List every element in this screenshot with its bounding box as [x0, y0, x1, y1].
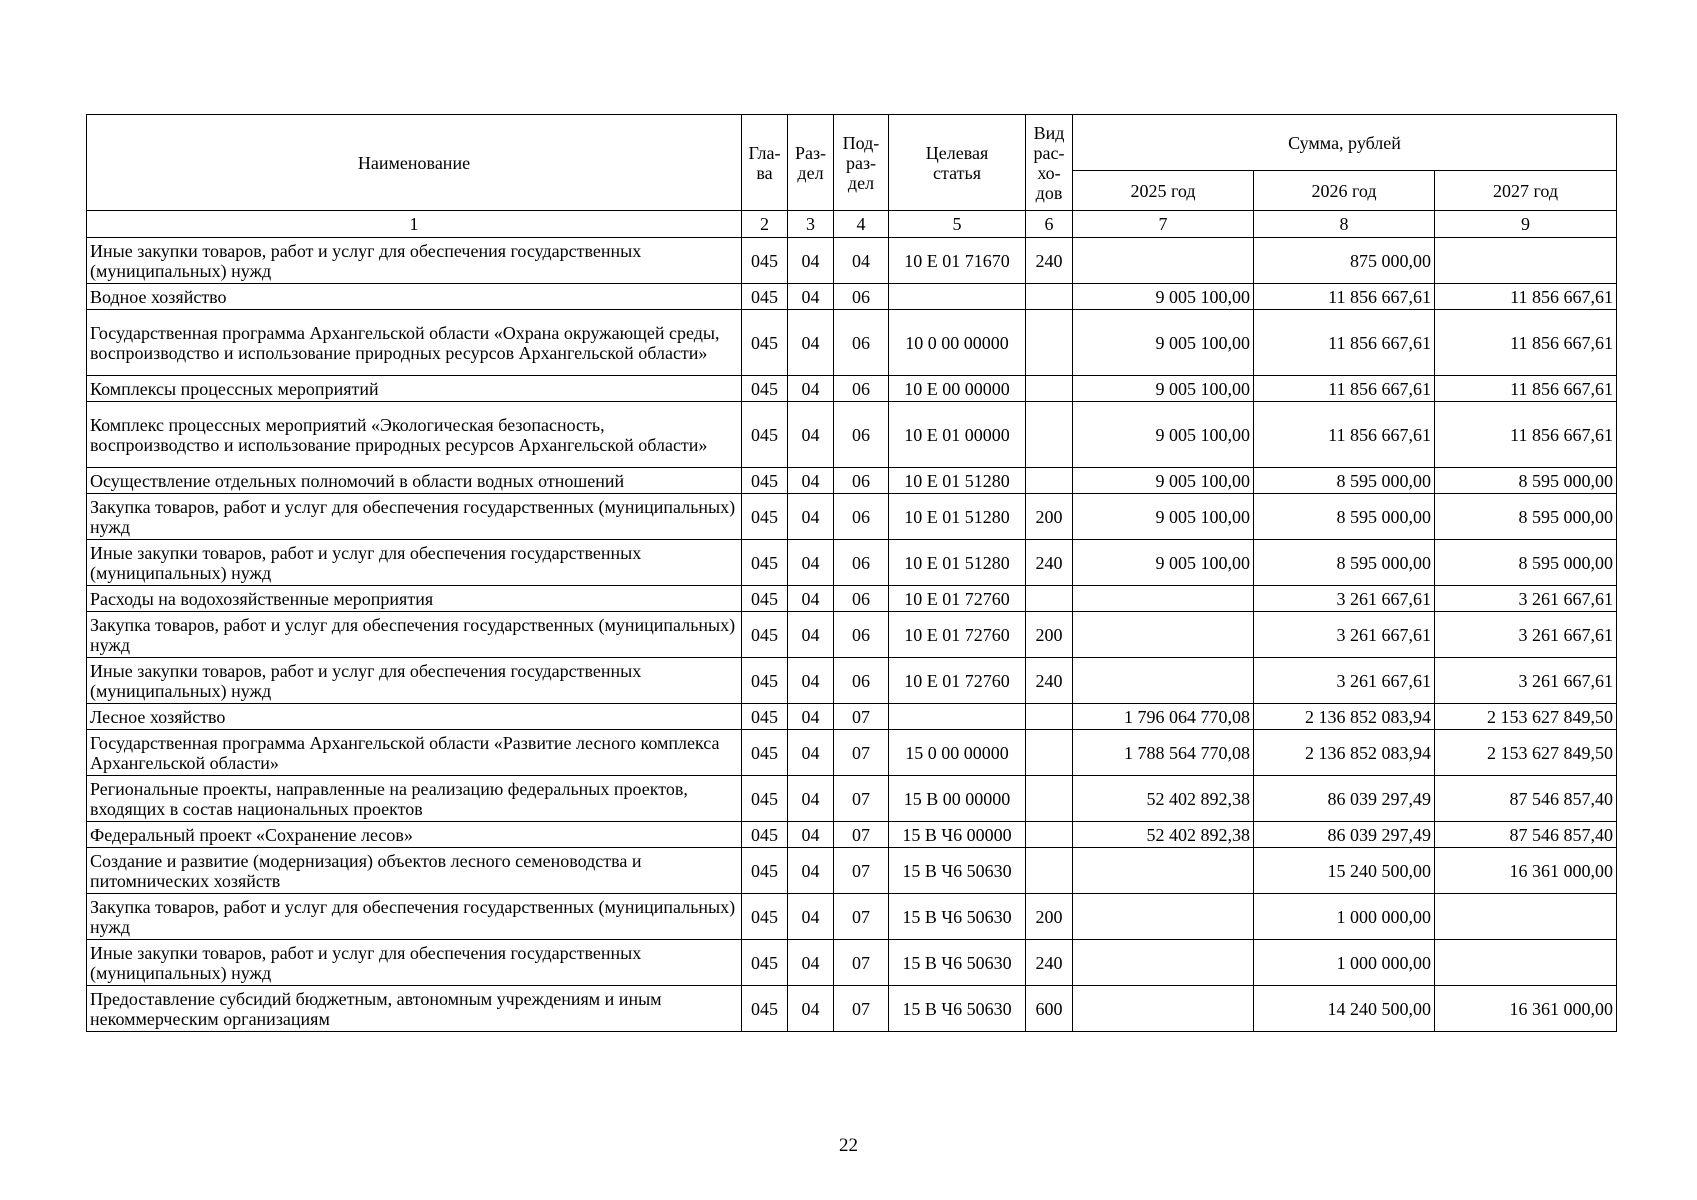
row-razdel: 04	[788, 494, 834, 540]
row-glava: 045	[742, 986, 788, 1032]
row-podrazdel: 07	[834, 848, 889, 894]
row-amount-2026: 1 000 000,00	[1254, 894, 1435, 940]
row-amount-2025: 52 402 892,38	[1073, 776, 1254, 822]
row-podrazdel: 06	[834, 310, 889, 376]
table-body	[87, 211, 1617, 1032]
row-glava: 045	[742, 658, 788, 704]
row-podrazdel: 07	[834, 940, 889, 986]
row-vid-rashodov	[1026, 822, 1073, 848]
row-amount-2026: 8 595 000,00	[1254, 494, 1435, 540]
header-year-2026: 2026 год	[1254, 171, 1435, 211]
row-vid-rashodov: 240	[1026, 658, 1073, 704]
table-row	[87, 310, 1617, 376]
row-amount-2025	[1073, 658, 1254, 704]
row-amount-2025	[1073, 586, 1254, 612]
row-vid-rashodov: 240	[1026, 540, 1073, 586]
row-podrazdel: 06	[834, 612, 889, 658]
row-vid-rashodov	[1026, 704, 1073, 730]
row-glava: 045	[742, 310, 788, 376]
row-name: Осуществление отдельных полномочий в области водных отношений	[87, 468, 742, 494]
column-number: 6	[1026, 211, 1073, 238]
header-year-2025: 2025 год	[1073, 171, 1254, 211]
row-glava: 045	[742, 894, 788, 940]
column-number: 3	[788, 211, 834, 238]
row-vid-rashodov	[1026, 284, 1073, 310]
row-amount-2025: 9 005 100,00	[1073, 494, 1254, 540]
row-amount-2025	[1073, 986, 1254, 1032]
row-celevaya-statya: 15 В 00 00000	[889, 776, 1026, 822]
row-celevaya-statya: 10 Е 01 51280	[889, 468, 1026, 494]
row-amount-2026: 14 240 500,00	[1254, 986, 1435, 1032]
row-name: Расходы на водохозяйственные мероприятия	[87, 586, 742, 612]
row-name: Иные закупки товаров, работ и услуг для обеспечения государственных (муниципальных) нужд	[87, 658, 742, 704]
row-razdel: 04	[788, 704, 834, 730]
row-vid-rashodov	[1026, 848, 1073, 894]
row-amount-2027: 3 261 667,61	[1435, 612, 1617, 658]
header-razdel: Раз- дел	[788, 115, 834, 211]
row-amount-2026: 86 039 297,49	[1254, 776, 1435, 822]
row-name: Комплексы процессных мероприятий	[87, 376, 742, 402]
row-razdel: 04	[788, 310, 834, 376]
row-glava: 045	[742, 540, 788, 586]
header-celevaya-statya: Целевая статья	[889, 115, 1026, 211]
row-glava: 045	[742, 284, 788, 310]
row-amount-2025: 9 005 100,00	[1073, 284, 1254, 310]
row-podrazdel: 07	[834, 822, 889, 848]
row-glava: 045	[742, 468, 788, 494]
header-year-2027: 2027 год	[1435, 171, 1617, 211]
header-glava: Гла- ва	[742, 115, 788, 211]
row-celevaya-statya: 15 В Ч6 50630	[889, 940, 1026, 986]
table-row	[87, 612, 1617, 658]
row-name: Государственная программа Архангельской области «Охрана окружающей среды, воспроизводство и использование природных ресурсов Архангельской области»	[87, 310, 742, 376]
row-amount-2026: 11 856 667,61	[1254, 284, 1435, 310]
row-amount-2027: 87 546 857,40	[1435, 776, 1617, 822]
row-amount-2026: 8 595 000,00	[1254, 468, 1435, 494]
row-podrazdel: 06	[834, 402, 889, 468]
row-amount-2026: 2 136 852 083,94	[1254, 730, 1435, 776]
row-amount-2026: 11 856 667,61	[1254, 402, 1435, 468]
row-vid-rashodov	[1026, 310, 1073, 376]
row-vid-rashodov	[1026, 730, 1073, 776]
table-row	[87, 658, 1617, 704]
header-name: Наименование	[87, 115, 742, 211]
row-celevaya-statya: 10 Е 01 72760	[889, 612, 1026, 658]
row-name: Закупка товаров, работ и услуг для обеспечения государственных (муниципальных) нужд	[87, 894, 742, 940]
row-celevaya-statya: 10 Е 01 51280	[889, 494, 1026, 540]
column-number: 4	[834, 211, 889, 238]
row-podrazdel: 06	[834, 540, 889, 586]
row-glava: 045	[742, 940, 788, 986]
table-row	[87, 822, 1617, 848]
row-amount-2026: 875 000,00	[1254, 238, 1435, 284]
row-celevaya-statya	[889, 704, 1026, 730]
header-summa: Сумма, рублей	[1073, 115, 1617, 171]
row-celevaya-statya: 15 В Ч6 50630	[889, 848, 1026, 894]
table-row	[87, 704, 1617, 730]
row-amount-2027: 87 546 857,40	[1435, 822, 1617, 848]
row-celevaya-statya: 10 Е 01 72760	[889, 586, 1026, 612]
row-amount-2025: 1 788 564 770,08	[1073, 730, 1254, 776]
row-amount-2027: 8 595 000,00	[1435, 540, 1617, 586]
row-podrazdel: 07	[834, 986, 889, 1032]
row-amount-2027: 11 856 667,61	[1435, 376, 1617, 402]
row-celevaya-statya: 10 Е 01 00000	[889, 402, 1026, 468]
row-name: Государственная программа Архангельской области «Развитие лесного комплекса Архангельской области»	[87, 730, 742, 776]
table-row	[87, 730, 1617, 776]
row-amount-2026: 3 261 667,61	[1254, 586, 1435, 612]
row-amount-2025	[1073, 940, 1254, 986]
row-podrazdel: 07	[834, 730, 889, 776]
row-razdel: 04	[788, 730, 834, 776]
row-amount-2025: 1 796 064 770,08	[1073, 704, 1254, 730]
row-celevaya-statya	[889, 284, 1026, 310]
budget-table	[86, 114, 1617, 1032]
column-number: 8	[1254, 211, 1435, 238]
row-amount-2025: 9 005 100,00	[1073, 402, 1254, 468]
column-number-row	[87, 211, 1617, 238]
row-name: Иные закупки товаров, работ и услуг для обеспечения государственных (муниципальных) нужд	[87, 540, 742, 586]
row-vid-rashodov: 240	[1026, 238, 1073, 284]
row-name: Закупка товаров, работ и услуг для обеспечения государственных (муниципальных) нужд	[87, 494, 742, 540]
row-amount-2027: 2 153 627 849,50	[1435, 704, 1617, 730]
row-amount-2026: 2 136 852 083,94	[1254, 704, 1435, 730]
row-amount-2025	[1073, 238, 1254, 284]
row-celevaya-statya: 15 В Ч6 00000	[889, 822, 1026, 848]
row-vid-rashodov	[1026, 586, 1073, 612]
row-glava: 045	[742, 238, 788, 284]
row-amount-2026: 3 261 667,61	[1254, 658, 1435, 704]
row-celevaya-statya: 10 Е 01 71670	[889, 238, 1026, 284]
row-podrazdel: 04	[834, 238, 889, 284]
row-glava: 045	[742, 586, 788, 612]
row-name: Иные закупки товаров, работ и услуг для обеспечения государственных (муниципальных) нужд	[87, 940, 742, 986]
row-amount-2026: 11 856 667,61	[1254, 310, 1435, 376]
row-amount-2026: 1 000 000,00	[1254, 940, 1435, 986]
row-amount-2025	[1073, 848, 1254, 894]
table-row	[87, 376, 1617, 402]
row-vid-rashodov: 200	[1026, 612, 1073, 658]
table-row	[87, 986, 1617, 1032]
table-row	[87, 940, 1617, 986]
row-podrazdel: 06	[834, 376, 889, 402]
row-razdel: 04	[788, 848, 834, 894]
row-name: Иные закупки товаров, работ и услуг для обеспечения государственных (муниципальных) нужд	[87, 238, 742, 284]
row-amount-2026: 86 039 297,49	[1254, 822, 1435, 848]
row-podrazdel: 07	[834, 704, 889, 730]
row-glava: 045	[742, 848, 788, 894]
row-glava: 045	[742, 494, 788, 540]
row-podrazdel: 07	[834, 894, 889, 940]
row-razdel: 04	[788, 894, 834, 940]
table-row	[87, 402, 1617, 468]
row-razdel: 04	[788, 238, 834, 284]
table-row	[87, 284, 1617, 310]
row-vid-rashodov	[1026, 776, 1073, 822]
row-amount-2027: 16 361 000,00	[1435, 986, 1617, 1032]
row-amount-2027: 11 856 667,61	[1435, 284, 1617, 310]
row-razdel: 04	[788, 986, 834, 1032]
row-name: Водное хозяйство	[87, 284, 742, 310]
column-number: 1	[87, 211, 742, 238]
row-celevaya-statya: 10 Е 00 00000	[889, 376, 1026, 402]
row-amount-2026: 3 261 667,61	[1254, 612, 1435, 658]
row-razdel: 04	[788, 284, 834, 310]
row-name: Региональные проекты, направленные на реализацию федеральных проектов, входящих в состав национальных проектов	[87, 776, 742, 822]
table-row	[87, 586, 1617, 612]
row-podrazdel: 06	[834, 468, 889, 494]
row-razdel: 04	[788, 402, 834, 468]
row-amount-2025: 9 005 100,00	[1073, 376, 1254, 402]
row-razdel: 04	[788, 658, 834, 704]
row-amount-2027: 11 856 667,61	[1435, 402, 1617, 468]
table-row	[87, 238, 1617, 284]
header-vid-rashodov: Вид рас- хо- дов	[1026, 115, 1073, 211]
row-name: Создание и развитие (модернизация) объектов лесного семеноводства и питомнических хозяйств	[87, 848, 742, 894]
column-number: 2	[742, 211, 788, 238]
row-podrazdel: 06	[834, 284, 889, 310]
row-vid-rashodov: 200	[1026, 894, 1073, 940]
row-amount-2027: 16 361 000,00	[1435, 848, 1617, 894]
table-row	[87, 776, 1617, 822]
row-vid-rashodov: 240	[1026, 940, 1073, 986]
row-amount-2026: 8 595 000,00	[1254, 540, 1435, 586]
row-podrazdel: 06	[834, 494, 889, 540]
row-glava: 045	[742, 776, 788, 822]
row-amount-2025	[1073, 612, 1254, 658]
page-number: 22	[839, 1135, 858, 1156]
row-name: Федеральный проект «Сохранение лесов»	[87, 822, 742, 848]
row-amount-2027: 3 261 667,61	[1435, 658, 1617, 704]
row-glava: 045	[742, 612, 788, 658]
row-razdel: 04	[788, 540, 834, 586]
row-vid-rashodov: 600	[1026, 986, 1073, 1032]
row-podrazdel: 06	[834, 586, 889, 612]
row-glava: 045	[742, 822, 788, 848]
header-podrazdel: Под- раз- дел	[834, 115, 889, 211]
row-glava: 045	[742, 704, 788, 730]
row-amount-2027	[1435, 940, 1617, 986]
row-razdel: 04	[788, 586, 834, 612]
column-number: 9	[1435, 211, 1617, 238]
row-celevaya-statya: 10 0 00 00000	[889, 310, 1026, 376]
row-name: Предоставление субсидий бюджетным, автономным учреждениям и иным некоммерческим организациям	[87, 986, 742, 1032]
table-row	[87, 540, 1617, 586]
table-row	[87, 468, 1617, 494]
table-row	[87, 494, 1617, 540]
row-amount-2027: 8 595 000,00	[1435, 468, 1617, 494]
row-amount-2025: 52 402 892,38	[1073, 822, 1254, 848]
table-row	[87, 848, 1617, 894]
row-razdel: 04	[788, 776, 834, 822]
row-name: Комплекс процессных мероприятий «Экологическая безопасность, воспроизводство и использование природных ресурсов Архангельской области»	[87, 402, 742, 468]
row-podrazdel: 06	[834, 658, 889, 704]
row-razdel: 04	[788, 376, 834, 402]
row-celevaya-statya: 10 Е 01 72760	[889, 658, 1026, 704]
row-amount-2025: 9 005 100,00	[1073, 468, 1254, 494]
row-glava: 045	[742, 402, 788, 468]
row-amount-2025	[1073, 894, 1254, 940]
row-amount-2027: 8 595 000,00	[1435, 494, 1617, 540]
row-glava: 045	[742, 730, 788, 776]
row-glava: 045	[742, 376, 788, 402]
row-name: Лесное хозяйство	[87, 704, 742, 730]
row-amount-2025: 9 005 100,00	[1073, 310, 1254, 376]
row-celevaya-statya: 15 0 00 00000	[889, 730, 1026, 776]
row-amount-2026: 15 240 500,00	[1254, 848, 1435, 894]
table-row	[87, 894, 1617, 940]
table-header	[87, 115, 1617, 211]
row-amount-2027: 2 153 627 849,50	[1435, 730, 1617, 776]
row-vid-rashodov	[1026, 468, 1073, 494]
row-celevaya-statya: 10 Е 01 51280	[889, 540, 1026, 586]
row-podrazdel: 07	[834, 776, 889, 822]
row-celevaya-statya: 15 В Ч6 50630	[889, 986, 1026, 1032]
row-amount-2027: 3 261 667,61	[1435, 586, 1617, 612]
row-vid-rashodov: 200	[1026, 494, 1073, 540]
row-amount-2027: 11 856 667,61	[1435, 310, 1617, 376]
row-name: Закупка товаров, работ и услуг для обеспечения государственных (муниципальных) нужд	[87, 612, 742, 658]
row-amount-2027	[1435, 894, 1617, 940]
row-razdel: 04	[788, 468, 834, 494]
row-celevaya-statya: 15 В Ч6 50630	[889, 894, 1026, 940]
row-razdel: 04	[788, 822, 834, 848]
row-vid-rashodov	[1026, 402, 1073, 468]
row-vid-rashodov	[1026, 376, 1073, 402]
row-razdel: 04	[788, 940, 834, 986]
column-number: 7	[1073, 211, 1254, 238]
row-razdel: 04	[788, 612, 834, 658]
row-amount-2025: 9 005 100,00	[1073, 540, 1254, 586]
column-number: 5	[889, 211, 1026, 238]
row-amount-2026: 11 856 667,61	[1254, 376, 1435, 402]
row-amount-2027	[1435, 238, 1617, 284]
